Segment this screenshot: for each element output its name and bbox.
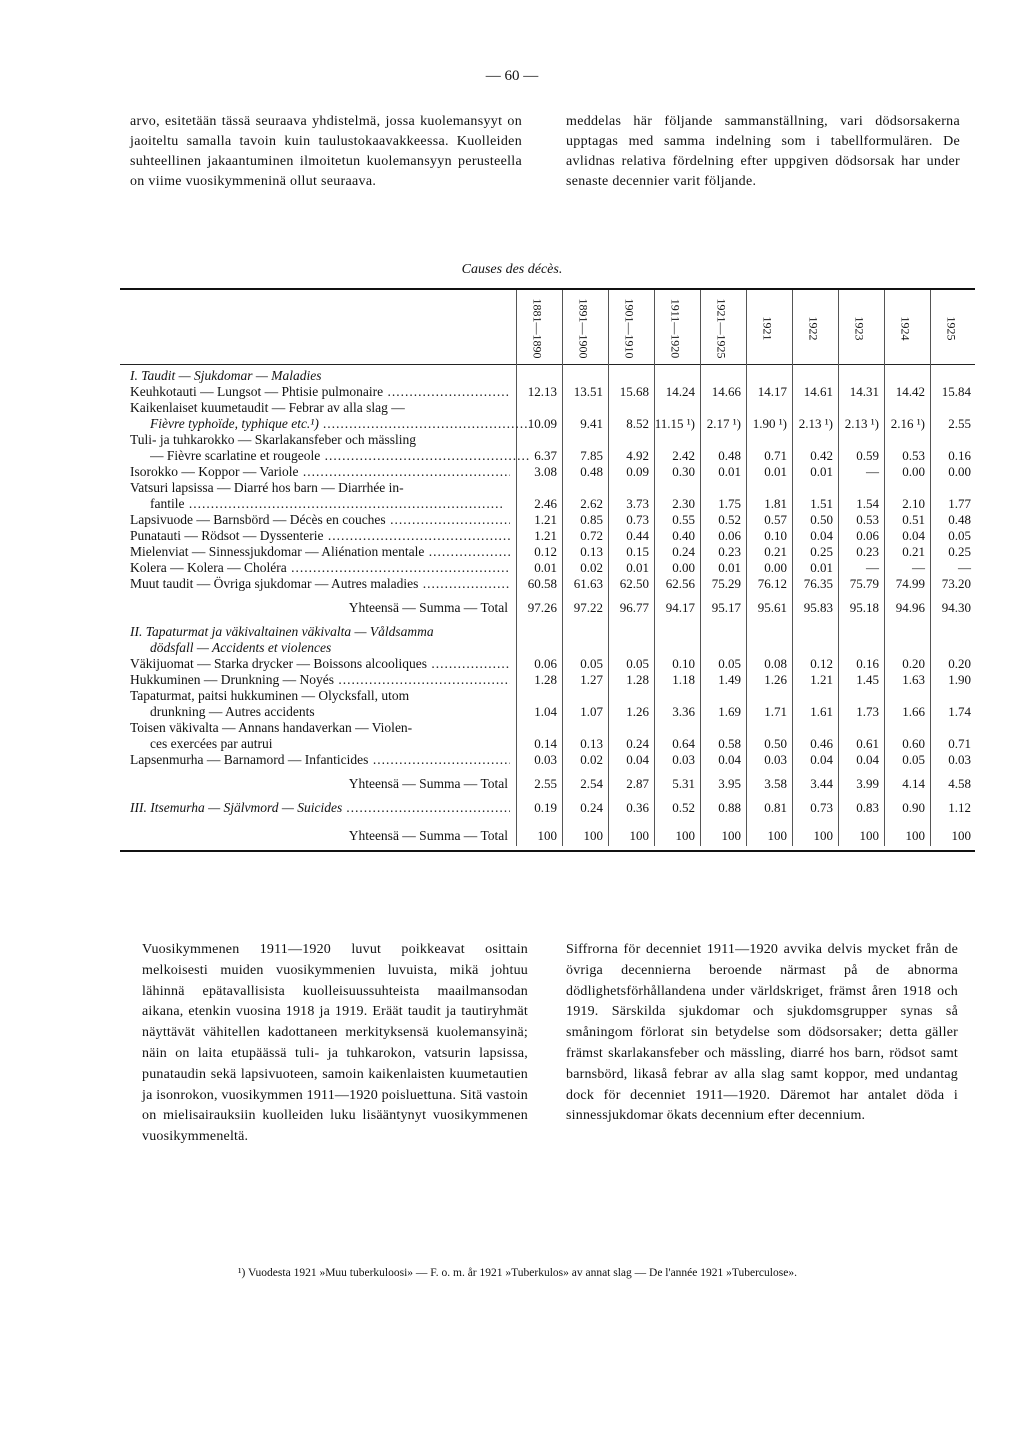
cell-value: 1.28 — [626, 672, 649, 687]
row-label: Muut taudit — Övriga sjukdomar — Autres maladies ..... — [130, 576, 510, 592]
cell-value: 1.21 — [810, 672, 833, 687]
cell-value: 4.14 — [902, 776, 925, 791]
cell-value: 0.90 — [902, 800, 925, 815]
cell-value: 0.42 — [810, 448, 833, 463]
cell-value: 0.00 — [672, 560, 695, 575]
cell-value: 10.09 — [527, 416, 557, 431]
table-row — [120, 368, 975, 384]
cell-value: 4.92 — [626, 448, 649, 463]
cell-value: 1.49 — [718, 672, 741, 687]
table-row — [120, 416, 975, 432]
cell-value: 0.24 — [580, 800, 603, 815]
table-row — [120, 704, 975, 720]
table-row — [120, 512, 975, 528]
cell-value: 3.99 — [856, 776, 879, 791]
cell-value: 0.05 — [902, 752, 925, 767]
cell-value: 1.66 — [902, 704, 925, 719]
cell-value: 1.45 — [856, 672, 879, 687]
year-header — [609, 296, 649, 360]
row-label: Isorokko — Koppor — Variole ..... — [130, 464, 510, 480]
cell-value: 2.10 — [902, 496, 925, 511]
cell-value: 0.04 — [718, 752, 741, 767]
cell-value: 0.52 — [672, 800, 695, 815]
cell-value: 0.05 — [580, 656, 603, 671]
cell-value: 0.05 — [948, 528, 971, 543]
page-number: — 60 — — [485, 68, 539, 84]
cell-value: 1.12 — [948, 800, 971, 815]
row-label: Kolera — Kolera — Choléra ..... — [130, 560, 510, 576]
year-header — [701, 296, 741, 360]
header-rule — [120, 364, 975, 365]
intro-swedish: meddelas här följande sammanställning, vari dödsorsakerna upptagas med samma indelning som i tabellformulären. De avlidnas relativa fördelning efter uppgiven dödsorsak har under senaste decennier varit följande. — [566, 114, 960, 189]
table-row — [120, 600, 975, 616]
cell-value: 0.01 — [718, 560, 741, 575]
table-row — [120, 448, 975, 464]
year-header — [517, 296, 557, 360]
cell-value: 0.16 — [948, 448, 971, 463]
cell-value: 2.13 ¹) — [844, 416, 879, 431]
cell-value: 3.36 — [672, 704, 695, 719]
cell-value: 0.51 — [902, 512, 925, 527]
table-bottom-rule — [120, 850, 975, 852]
cell-value: 1.07 — [580, 704, 603, 719]
cell-value: 100 — [721, 828, 741, 843]
cell-value: 6.37 — [534, 448, 557, 463]
year-header — [793, 296, 833, 360]
row-label: Vatsuri lapsissa — Diarré hos barn — Diarrhée in- — [130, 480, 404, 495]
cell-value: 100 — [951, 828, 971, 843]
row-label: Fièvre typhoïde, typhique etc.¹) ..... — [150, 416, 530, 432]
cell-value: 61.63 — [573, 576, 603, 591]
cell-value: 14.17 — [757, 384, 787, 399]
cell-value: — — [912, 560, 925, 575]
cell-value: 0.57 — [764, 512, 787, 527]
cell-value: 0.00 — [948, 464, 971, 479]
year-label: 1891—1900 — [576, 298, 591, 358]
table-row — [120, 736, 975, 752]
year-label: 1911—1920 — [668, 298, 683, 358]
cell-value: 0.01 — [718, 464, 741, 479]
cell-value: 100 — [859, 828, 879, 843]
cell-value: 95.17 — [711, 600, 741, 615]
row-label: II. Tapaturmat ja väkivaltainen väkivalta — Våldsamma — [130, 624, 434, 639]
cell-value: 14.24 — [665, 384, 695, 399]
cell-value: 1.90 ¹) — [752, 416, 787, 431]
cell-value: 75.79 — [849, 576, 879, 591]
cell-value: 0.53 — [902, 448, 925, 463]
cell-value: 0.00 — [902, 464, 925, 479]
cell-value: 3.73 — [626, 496, 649, 511]
cell-value: 0.72 — [580, 528, 603, 543]
cell-value: 2.42 — [672, 448, 695, 463]
year-header — [931, 296, 971, 360]
cell-value: 94.30 — [941, 600, 971, 615]
cell-value: 75.29 — [711, 576, 741, 591]
cell-value: 0.20 — [902, 656, 925, 671]
cell-value: 0.09 — [626, 464, 649, 479]
cell-value: 0.02 — [580, 752, 603, 767]
table-row — [120, 720, 975, 736]
cell-value: 0.04 — [856, 752, 879, 767]
year-header — [655, 296, 695, 360]
year-header — [563, 296, 603, 360]
cell-value: 0.03 — [534, 752, 557, 767]
cell-value: 0.24 — [626, 736, 649, 751]
cell-value: 0.06 — [534, 656, 557, 671]
cell-value: 0.01 — [764, 464, 787, 479]
cell-value: 0.24 — [672, 544, 695, 559]
cell-value: 0.52 — [718, 512, 741, 527]
cell-value: 95.83 — [803, 600, 833, 615]
row-label: Hukkuminen — Drunkning — Noyés ..... — [130, 672, 510, 688]
table-row — [120, 560, 975, 576]
cell-value: 100 — [675, 828, 695, 843]
cell-value: 76.12 — [757, 576, 787, 591]
cell-value: 0.03 — [764, 752, 787, 767]
row-label: Lapsivuode — Barnsbörd — Décès en couches ..... — [130, 512, 510, 528]
cell-value: 0.64 — [672, 736, 695, 751]
year-label: 1881—1890 — [530, 298, 545, 358]
cell-value: 0.08 — [764, 656, 787, 671]
cell-value: 1.63 — [902, 672, 925, 687]
cell-value: 100 — [813, 828, 833, 843]
cell-value: 0.85 — [580, 512, 603, 527]
cell-value: 5.31 — [672, 776, 695, 791]
row-label: ces exercées par autrui — [150, 736, 273, 751]
cell-value: 0.23 — [718, 544, 741, 559]
row-label: III. Itsemurha — Självmord — Suicides ..... — [130, 800, 510, 816]
cell-value: 0.58 — [718, 736, 741, 751]
cell-value: 0.46 — [810, 736, 833, 751]
year-label: 1924 — [898, 316, 913, 340]
cell-value: 1.51 — [810, 496, 833, 511]
cell-value: 0.81 — [764, 800, 787, 815]
cell-value: 15.84 — [941, 384, 971, 399]
body-text-swedish: Siffrorna för decenniet 1911—1920 avvika delvis mycket från de övriga decennierna beroende närmast på de abnorma dödlighetsförhållandena under världskriget, främst åren 1918 och 1919. Särskilda sjukdomar och sjukdomsgrupper synas så småningom förlorat sin betydelse som dödsorsaker; detta gäller främst skarlakansfeber och mässling, diarré hos barn, rödsot samt barnsbörd, likaså febrar av alla slag samt koppor, med undantag dock för decenniet 1911—1920. Däremot har antalet döda i sinnessjukdomar ökats decennium efter decennium. — [566, 942, 958, 1124]
cell-value: 0.01 — [810, 464, 833, 479]
cell-value: 0.71 — [764, 448, 787, 463]
table-row — [120, 432, 975, 448]
cell-value: 76.35 — [803, 576, 833, 591]
year-label: 1925 — [944, 316, 959, 340]
intro-finnish: arvo, esitetään tässä seuraava yhdistelmä, jossa kuolemansyyt on jaoiteltu samalla tavoin kuin taulustokaavakkeessa. Kuolleiden suhteellinen jakaantuminen ilmoitetun kuolemansyyn perusteella on viime vuosikymmeninä ollut seuraava. — [130, 114, 522, 189]
cell-value: 14.66 — [711, 384, 741, 399]
cell-value: 0.01 — [534, 560, 557, 575]
cell-value: 0.04 — [626, 752, 649, 767]
year-label: 1923 — [852, 316, 867, 340]
cell-value: 0.10 — [764, 528, 787, 543]
cell-value: 0.02 — [580, 560, 603, 575]
row-label: Yhteensä — Summa — Total — [348, 600, 508, 615]
row-label: Yhteensä — Summa — Total — [348, 776, 508, 791]
cell-value: 4.58 — [948, 776, 971, 791]
table-row — [120, 464, 975, 480]
cell-value: 0.40 — [672, 528, 695, 543]
cell-value: 0.50 — [810, 512, 833, 527]
table-caption: Causes des décès. — [461, 262, 563, 277]
cell-value: 0.06 — [718, 528, 741, 543]
cell-value: 0.00 — [764, 560, 787, 575]
cell-value: 0.50 — [764, 736, 787, 751]
cell-value: 0.04 — [810, 528, 833, 543]
cell-value: 3.08 — [534, 464, 557, 479]
row-label: Keuhkotauti — Lungsot — Phtisie pulmonaire ..... — [130, 384, 510, 400]
cell-value: 0.12 — [810, 656, 833, 671]
cell-value: 0.12 — [534, 544, 557, 559]
cell-value: 0.14 — [534, 736, 557, 751]
cell-value: 0.55 — [672, 512, 695, 527]
cell-value: 2.16 ¹) — [890, 416, 925, 431]
cell-value: 0.60 — [902, 736, 925, 751]
cell-value: 0.25 — [948, 544, 971, 559]
cell-value: 2.17 ¹) — [706, 416, 741, 431]
cell-value: 1.75 — [718, 496, 741, 511]
cell-value: 0.01 — [810, 560, 833, 575]
cell-value: 3.44 — [810, 776, 833, 791]
cell-value: 0.25 — [810, 544, 833, 559]
cell-value: 0.13 — [580, 736, 603, 751]
cell-value: 1.74 — [948, 704, 971, 719]
cell-value: 1.69 — [718, 704, 741, 719]
row-label: — Fièvre scarlatine et rougeole ..... — [150, 448, 530, 464]
cell-value: — — [866, 464, 879, 479]
cell-value: 1.04 — [534, 704, 557, 719]
table-row — [120, 688, 975, 704]
cell-value: 100 — [905, 828, 925, 843]
cell-value: 95.61 — [757, 600, 787, 615]
cell-value: 0.05 — [718, 656, 741, 671]
cell-value: 9.41 — [580, 416, 603, 431]
table-top-rule — [120, 288, 975, 290]
cell-value: 1.26 — [764, 672, 787, 687]
cell-value: 0.21 — [764, 544, 787, 559]
cell-value: 97.26 — [527, 600, 557, 615]
table-row — [120, 496, 975, 512]
cell-value: 2.46 — [534, 496, 557, 511]
cell-value: 0.23 — [856, 544, 879, 559]
row-label: Yhteensä — Summa — Total — [348, 828, 508, 843]
cell-value: 94.96 — [895, 600, 925, 615]
cell-value: 0.73 — [626, 512, 649, 527]
cell-value: 2.30 — [672, 496, 695, 511]
cell-value: 0.04 — [810, 752, 833, 767]
table-row — [120, 544, 975, 560]
table-row — [120, 656, 975, 672]
cell-value: 0.01 — [626, 560, 649, 575]
footnote: ¹) Vuodesta 1921 »Muu tuberkuloosi» — F. o. m. år 1921 »Tuberkulos» av annat slag — De l'année 1921 »Tuberculose». — [238, 1267, 797, 1279]
row-label: Mielenviat — Sinnessjukdomar — Aliénation mentale ..... — [130, 544, 510, 560]
cell-value: 0.03 — [948, 752, 971, 767]
cell-value: 2.13 ¹) — [798, 416, 833, 431]
cell-value: 13.51 — [573, 384, 603, 399]
table-row — [120, 640, 975, 656]
year-label: 1922 — [806, 316, 821, 340]
row-label: Tapaturmat, paitsi hukkuminen — Olycksfall, utom — [130, 688, 410, 703]
year-label: 1901—1910 — [622, 298, 637, 358]
cell-value: 0.21 — [902, 544, 925, 559]
cell-value: 7.85 — [580, 448, 603, 463]
cell-value: 3.95 — [718, 776, 741, 791]
cell-value: 0.13 — [580, 544, 603, 559]
cell-value: 1.27 — [580, 672, 603, 687]
cell-value: 3.58 — [764, 776, 787, 791]
table-row — [120, 400, 975, 416]
cell-value: 14.31 — [849, 384, 879, 399]
cell-value: 0.44 — [626, 528, 649, 543]
cell-value: 0.16 — [856, 656, 879, 671]
cell-value: 2.87 — [626, 776, 649, 791]
table-row — [120, 672, 975, 688]
table-row — [120, 576, 975, 592]
cell-value: 1.61 — [810, 704, 833, 719]
cell-value: 96.77 — [619, 600, 649, 615]
cell-value: 0.19 — [534, 800, 557, 815]
row-label: Tuli- ja tuhkarokko — Skarlakansfeber och mässling — [130, 432, 416, 447]
year-header — [747, 296, 787, 360]
row-label: Toisen väkivalta — Annans handaverkan — Violen- — [130, 720, 413, 735]
cell-value: 12.13 — [527, 384, 557, 399]
row-label: dödsfall — Accidents et violences — [150, 640, 332, 655]
cell-value: 100 — [767, 828, 787, 843]
cell-value: 0.10 — [672, 656, 695, 671]
cell-value: 14.61 — [803, 384, 833, 399]
cell-value: 0.48 — [948, 512, 971, 527]
cell-value: 0.30 — [672, 464, 695, 479]
cell-value: 2.54 — [580, 776, 603, 791]
row-label: drunkning — Autres accidents — [150, 704, 315, 719]
cell-value: 2.62 — [580, 496, 603, 511]
cell-value: — — [866, 560, 879, 575]
table-row — [120, 528, 975, 544]
cell-value: 73.20 — [941, 576, 971, 591]
cell-value: 0.83 — [856, 800, 879, 815]
cell-value: 0.15 — [626, 544, 649, 559]
row-label: Kaikenlaiset kuumetaudit — Febrar av alla slag — — [130, 400, 405, 415]
cell-value: 0.53 — [856, 512, 879, 527]
cell-value: 74.99 — [895, 576, 925, 591]
year-label: 1921 — [760, 316, 775, 340]
table-row — [120, 828, 975, 844]
cell-value: 1.90 — [948, 672, 971, 687]
causes-of-death-table — [120, 284, 975, 854]
cell-value: 1.18 — [672, 672, 695, 687]
cell-value: 100 — [629, 828, 649, 843]
cell-value: 0.73 — [810, 800, 833, 815]
cell-value: 0.36 — [626, 800, 649, 815]
cell-value: 100 — [583, 828, 603, 843]
cell-value: 1.54 — [856, 496, 879, 511]
cell-value: 1.26 — [626, 704, 649, 719]
year-label: 1921—1925 — [714, 298, 729, 358]
cell-value: 14.42 — [895, 384, 925, 399]
cell-value: — — [958, 560, 971, 575]
cell-value: 62.50 — [619, 576, 649, 591]
cell-value: 60.58 — [527, 576, 557, 591]
body-text-finnish: Vuosikymmenen 1911—1920 luvut poikkeavat osittain melkoisesti muiden vuosikymmenien luvuista, mikä johtuu lähinnä epätavallisista kuolleisuussuhteista maailmansodan aikana, etenkin vuosina 1918 ja 1919. Eräät taudit ja tautiryhmät näyttävät vähitellen kadottaneen merkityksensä kuolemansyinä; näin on laita etupäässä tuli- ja tuhkarokon, vatsurin lapsissa, punataudin sekä lapsivuoteen, samoin kaikenlaisten kuumetautien ja isonrokon, vuosikymmen 1911—1920 poisluettuna. Sitä vastoin on mielisairauksiin kuolleiden luku lisääntynyt vuosikymmenen vuosikymmeneltä. — [142, 942, 528, 1145]
cell-value: 1.21 — [534, 512, 557, 527]
row-label: I. Taudit — Sjukdomar — Maladies — [130, 368, 322, 383]
table-row — [120, 776, 975, 792]
row-label: Lapsenmurha — Barnamord — Infanticides ..... — [130, 752, 510, 768]
cell-value: 0.48 — [580, 464, 603, 479]
table-row — [120, 480, 975, 496]
row-label: Väkijuomat — Starka drycker — Boissons alcooliques ..... — [130, 656, 510, 672]
cell-value: 94.17 — [665, 600, 695, 615]
row-label: Punatauti — Rödsot — Dyssenterie ..... — [130, 528, 510, 544]
cell-value: 1.21 — [534, 528, 557, 543]
table-row — [120, 624, 975, 640]
cell-value: 2.55 — [534, 776, 557, 791]
row-label: fantile ..... — [150, 496, 530, 512]
cell-value: 1.73 — [856, 704, 879, 719]
table-row — [120, 800, 975, 816]
cell-value: 1.71 — [764, 704, 787, 719]
cell-value: 0.20 — [948, 656, 971, 671]
cell-value: 0.06 — [856, 528, 879, 543]
cell-value: 11.15 ¹) — [654, 416, 695, 431]
cell-value: 8.52 — [626, 416, 649, 431]
table-row — [120, 752, 975, 768]
table-row — [120, 384, 975, 400]
cell-value: 0.71 — [948, 736, 971, 751]
cell-value: 0.03 — [672, 752, 695, 767]
cell-value: 0.88 — [718, 800, 741, 815]
cell-value: 0.48 — [718, 448, 741, 463]
cell-value: 2.55 — [948, 416, 971, 431]
cell-value: 62.56 — [665, 576, 695, 591]
cell-value: 0.59 — [856, 448, 879, 463]
cell-value: 15.68 — [619, 384, 649, 399]
cell-value: 100 — [537, 828, 557, 843]
year-header — [839, 296, 879, 360]
cell-value: 1.77 — [948, 496, 971, 511]
cell-value: 97.22 — [573, 600, 603, 615]
year-header — [885, 296, 925, 360]
cell-value: 0.05 — [626, 656, 649, 671]
cell-value: 1.28 — [534, 672, 557, 687]
cell-value: 95.18 — [849, 600, 879, 615]
cell-value: 0.04 — [902, 528, 925, 543]
cell-value: 0.61 — [856, 736, 879, 751]
cell-value: 1.81 — [764, 496, 787, 511]
